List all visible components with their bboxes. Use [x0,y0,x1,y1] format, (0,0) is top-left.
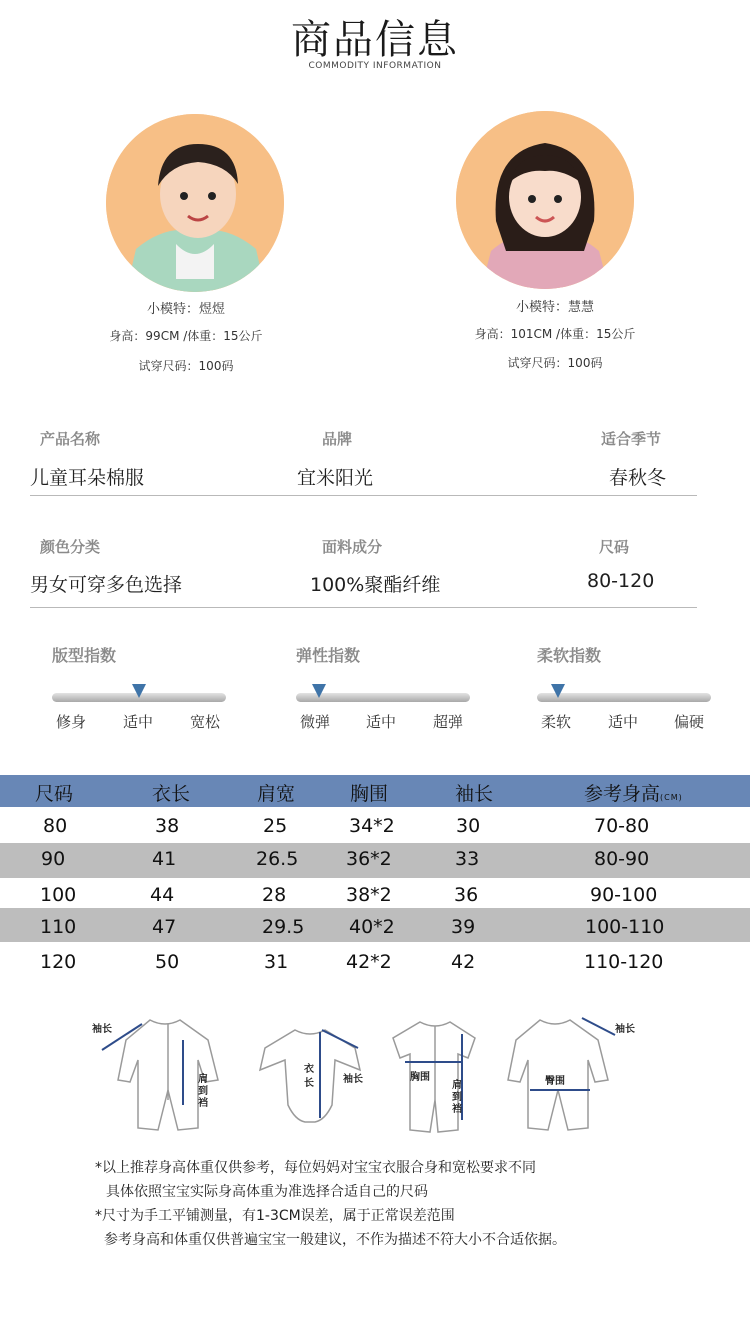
diagram-label: 裆 [452,1104,462,1115]
note-line: *以上推荐身高体重仅供参考，每位妈妈对宝宝衣服合身和宽松要求不同 [95,1160,536,1176]
table-cell: 47 [152,916,177,938]
diagram-label: 臀围 [545,1076,565,1087]
table-cell: 38 [155,815,180,837]
table-cell: 33 [455,848,480,870]
model-measure: 身高：99CM /体重：15公斤 [109,329,263,343]
table-cell: 70-80 [594,815,650,837]
diagram-label: 到 [198,1086,208,1097]
model-photo-girl [456,111,634,289]
note-line: 参考身高和体重仅供普遍宝宝一般建议，不作为描述不符大小不合适依据。 [104,1232,566,1248]
table-header-cell: 袖长 [455,783,494,805]
info-value: 80-120 [587,570,655,592]
table-cell: 30 [456,815,481,837]
scale-label: 偏硬 [674,713,705,731]
index-marker [132,684,146,698]
info-value: 春秋冬 [609,467,667,489]
info-value: 儿童耳朵棉服 [30,467,145,489]
model-photo-boy [106,114,284,292]
diagram-label: 肩 [452,1080,462,1091]
index-label: 版型指数 [52,646,117,665]
model-name: 小模特：慧慧 [515,300,594,315]
table-cell: 90 [41,848,66,870]
table-cell: 38*2 [346,884,392,906]
table-cell: 39 [451,916,476,938]
measurement-diagrams [90,1010,650,1140]
table-cell: 42*2 [346,951,392,973]
info-value: 男女可穿多色选择 [30,574,183,596]
scale-label: 柔软 [541,713,572,731]
note-line: 具体依照宝宝实际身高体重为准选择合适自己的尺码 [106,1184,428,1200]
scale-label: 宽松 [190,713,221,731]
scale-label: 适中 [366,713,397,731]
diagram-label: 袖长 [343,1074,363,1085]
table-header-cell: 衣长 [152,783,191,805]
diagram-label: 胸围 [410,1072,430,1083]
scale-label: 适中 [608,713,639,731]
table-header-cell: 肩宽 [257,783,296,805]
model-size: 试穿尺码：100码 [507,356,603,370]
table-cell: 44 [150,884,175,906]
table-cell: 25 [263,815,288,837]
note-line: *尺寸为手工平铺测量，有1-3CM误差，属于正常误差范围 [95,1208,455,1224]
table-cell: 100-110 [585,916,665,938]
info-label: 品牌 [322,430,353,448]
model-measure: 身高：101CM /体重：15公斤 [474,327,636,341]
table-cell: 120 [40,951,77,973]
info-value: 宜米阳光 [297,467,374,489]
diagram-label: 袖长 [92,1024,112,1035]
table-cell: 41 [152,848,177,870]
scale-label: 修身 [56,713,87,731]
table-cell: 28 [262,884,287,906]
index-marker [551,684,565,698]
diagram-label: 裆 [198,1098,208,1109]
table-cell: 80-90 [594,848,650,870]
model-size: 试穿尺码：100码 [138,359,234,373]
info-label: 产品名称 [40,430,101,448]
table-cell: 29.5 [262,916,305,938]
scale-label: 微弹 [300,713,331,731]
diagram-label: 衣 [304,1064,314,1075]
info-label: 适合季节 [601,430,662,448]
index-label: 弹性指数 [296,646,361,665]
table-cell: 34*2 [349,815,395,837]
table-header-cell: 胸围 [350,783,389,805]
diagram-label: 肩 [198,1074,208,1085]
table-header-cell: 尺码 [35,783,74,805]
diagram-label: 袖长 [615,1024,635,1035]
page-title: 商品信息 [291,17,459,63]
table-cell: 80 [43,815,68,837]
diagram-label: 到 [452,1092,462,1103]
table-cell: 31 [264,951,289,973]
table-cell: 90-100 [590,884,658,906]
table-cell: 50 [155,951,180,973]
info-label: 颜色分类 [40,538,101,556]
table-cell: 42 [451,951,476,973]
model-name: 小模特：煜煜 [146,302,225,317]
info-value: 100%聚酯纤维 [310,574,441,596]
table-header-cell: 参考身高(CM) [584,783,683,805]
index-label: 柔软指数 [537,646,602,665]
diagram-label: 长 [304,1078,314,1089]
table-cell: 36*2 [346,848,392,870]
unit-label: (CM) [660,793,683,802]
table-cell: 110-120 [584,951,664,973]
scale-label: 适中 [123,713,154,731]
table-cell: 110 [40,916,77,938]
page-subtitle: COMMODITY INFORMATION [308,61,442,71]
divider [30,607,697,608]
table-cell: 26.5 [256,848,299,870]
table-cell: 100 [40,884,77,906]
info-label: 尺码 [599,538,630,556]
divider [30,495,697,496]
info-label: 面料成分 [322,538,383,556]
table-cell: 40*2 [349,916,395,938]
index-marker [312,684,326,698]
table-cell: 36 [454,884,479,906]
scale-label: 超弹 [433,713,464,731]
